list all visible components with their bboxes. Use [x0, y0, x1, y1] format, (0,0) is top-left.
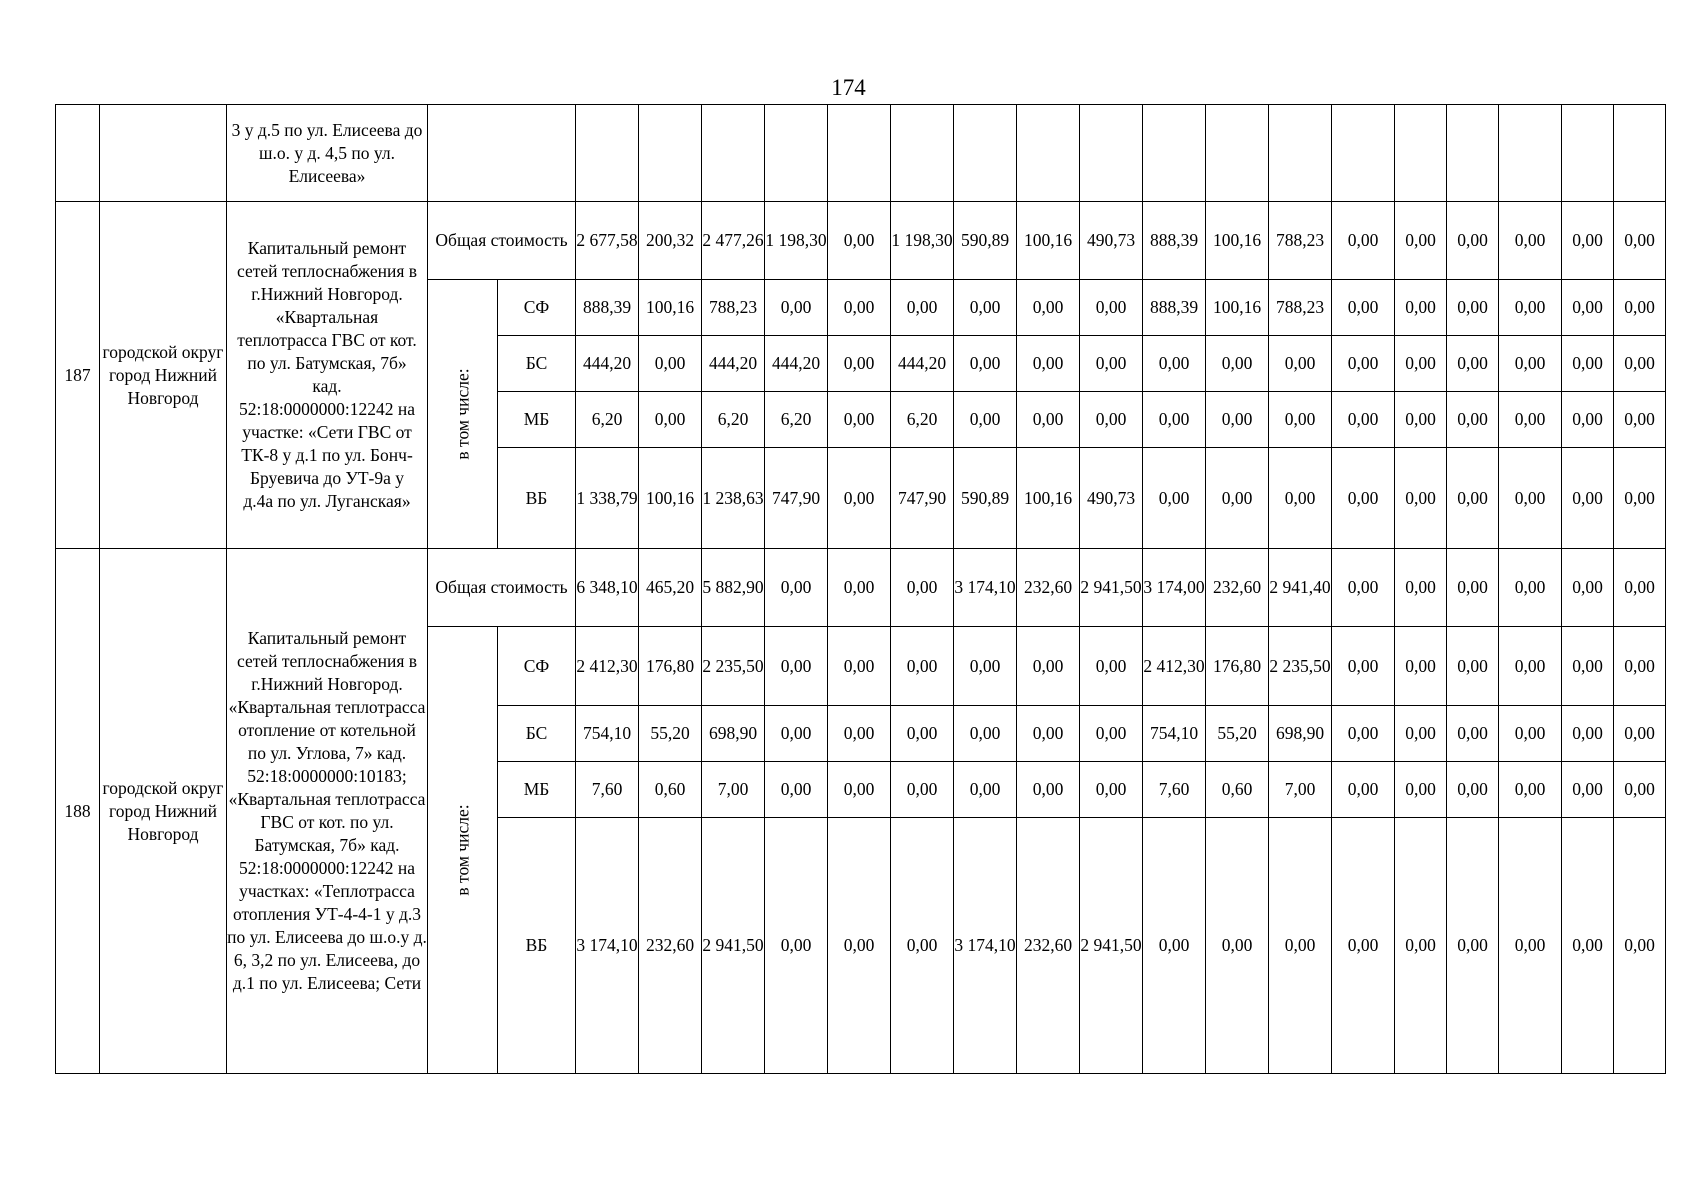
value-cell: 698,90: [702, 706, 765, 762]
value-cell: 0,00: [891, 706, 954, 762]
value-cell: 788,23: [1269, 202, 1332, 280]
value-cell: [954, 105, 1017, 202]
value-cell: 100,16: [1206, 280, 1269, 336]
value-cell: 0,00: [1395, 706, 1447, 762]
value-cell: 747,90: [765, 448, 828, 549]
value-cell: 0,00: [1395, 448, 1447, 549]
value-cell: 2 941,50: [702, 818, 765, 1074]
value-cell: [1017, 105, 1080, 202]
value-cell: 0,00: [1395, 392, 1447, 448]
value-cell: 0,00: [1614, 627, 1666, 706]
value-cell: 0,00: [1332, 549, 1395, 627]
value-cell: 0,00: [1080, 280, 1143, 336]
value-cell: 0,00: [765, 549, 828, 627]
value-cell: 754,10: [576, 706, 639, 762]
value-cell: 0,00: [954, 336, 1017, 392]
value-cell: 0,00: [1447, 280, 1499, 336]
row-number-cell: 188: [56, 549, 100, 1074]
value-cell: 0,00: [1143, 448, 1206, 549]
value-cell: 0,00: [1499, 818, 1562, 1074]
table-row: [56, 549, 1666, 627]
value-cell: 0,00: [1562, 280, 1614, 336]
value-cell: 0,00: [828, 202, 891, 280]
value-cell: 6,20: [576, 392, 639, 448]
value-cell: 2 235,50: [1269, 627, 1332, 706]
value-cell: 888,39: [576, 280, 639, 336]
value-cell: [702, 105, 765, 202]
value-cell: 0,00: [765, 818, 828, 1074]
description-cell: Капитальный ремонт сетей теплоснабжения в г.Нижний Новгород. «Квартальная теплотрасса ГВС от кот. по ул. Батумская, 7б» кад. 52:18:0000000:12242 на участке: «Сети ГВС от ТК-8 у д.1 по ул. Бонч-Бруевича до УТ-9а у д.4а по ул. Луганская»: [227, 202, 428, 549]
value-cell: 0,00: [828, 336, 891, 392]
value-cell: 0,00: [639, 392, 702, 448]
value-cell: 0,00: [1332, 392, 1395, 448]
value-cell: 0,00: [891, 280, 954, 336]
value-cell: 232,60: [639, 818, 702, 1074]
value-cell: 0,00: [954, 627, 1017, 706]
value-cell: 3 174,10: [954, 549, 1017, 627]
value-cell: 3 174,10: [954, 818, 1017, 1074]
table-row: [56, 105, 1666, 202]
value-cell: 0,00: [1614, 202, 1666, 280]
value-cell: 0,00: [1395, 549, 1447, 627]
value-cell: 0,00: [1447, 627, 1499, 706]
value-cell: 0,00: [1017, 392, 1080, 448]
value-cell: 0,00: [1395, 627, 1447, 706]
value-cell: 0,00: [1395, 280, 1447, 336]
value-cell: 0,00: [1269, 448, 1332, 549]
value-cell: 0,00: [1395, 762, 1447, 818]
value-cell: 0,00: [1614, 392, 1666, 448]
value-cell: 5 882,90: [702, 549, 765, 627]
value-cell: 2 412,30: [1143, 627, 1206, 706]
value-cell: 590,89: [954, 202, 1017, 280]
municipality-cell: городской округ город Нижний Новгород: [100, 549, 227, 1074]
value-cell: 0,00: [1332, 336, 1395, 392]
value-cell: 3 174,00: [1143, 549, 1206, 627]
value-cell: 0,00: [1447, 818, 1499, 1074]
value-cell: 0,00: [828, 706, 891, 762]
funding-source-label: БС: [498, 336, 576, 392]
value-cell: 7,60: [576, 762, 639, 818]
value-cell: 0,00: [1499, 448, 1562, 549]
value-cell: 0,00: [1206, 818, 1269, 1074]
value-cell: 0,00: [765, 762, 828, 818]
value-cell: 2 941,50: [1080, 818, 1143, 1074]
value-cell: 0,00: [1447, 336, 1499, 392]
value-cell: 0,00: [1447, 549, 1499, 627]
value-cell: 0,00: [1080, 627, 1143, 706]
value-cell: [1395, 105, 1447, 202]
value-cell: 0,00: [1499, 762, 1562, 818]
value-cell: 465,20: [639, 549, 702, 627]
value-cell: 0,00: [891, 549, 954, 627]
value-cell: 0,00: [1499, 392, 1562, 448]
value-cell: 0,00: [828, 280, 891, 336]
value-cell: 0,00: [1614, 762, 1666, 818]
description-cell: Капитальный ремонт сетей теплоснабжения в г.Нижний Новгород. «Квартальная теплотрасса отопление от котельной по ул. Углова, 7» кад. 52:18:0000000:10183; «Квартальная теплотрасса ГВС от кот. по ул. Батумская, 7б» кад. 52:18:0000000:12242 на участках: «Теплотрасса отопления УТ-4-4-1 у д.3 по ул. Елисеева до ш.о.у д. 6, 3,2 по ул. Елисеева, до д.1 по ул. Елисеева; Сети: [227, 549, 428, 1074]
value-cell: 0,00: [1562, 202, 1614, 280]
value-cell: [1080, 105, 1143, 202]
value-cell: 0,00: [1395, 336, 1447, 392]
including-label-cell: [428, 627, 498, 1074]
value-cell: [1562, 105, 1614, 202]
value-cell: 1 198,30: [891, 202, 954, 280]
value-cell: 0,00: [1269, 336, 1332, 392]
value-cell: 0,00: [1080, 336, 1143, 392]
label-cell: [428, 105, 576, 202]
municipality-cell: городской округ город Нижний Новгород: [100, 202, 227, 549]
value-cell: 0,00: [1332, 818, 1395, 1074]
value-cell: [1447, 105, 1499, 202]
total-cost-label: Общая стоимость: [428, 549, 576, 627]
description-cell: 3 у д.5 по ул. Елисеева до ш.о. у д. 4,5 по ул. Елисеева»: [227, 105, 428, 202]
value-cell: [891, 105, 954, 202]
value-cell: 0,00: [1562, 336, 1614, 392]
value-cell: 490,73: [1080, 448, 1143, 549]
value-cell: 0,00: [1143, 336, 1206, 392]
value-cell: 176,80: [639, 627, 702, 706]
value-cell: 0,00: [1206, 392, 1269, 448]
value-cell: 0,00: [1447, 448, 1499, 549]
value-cell: 444,20: [576, 336, 639, 392]
value-cell: 0,00: [954, 706, 1017, 762]
value-cell: 100,16: [1017, 202, 1080, 280]
value-cell: 0,00: [1562, 549, 1614, 627]
value-cell: 100,16: [639, 448, 702, 549]
value-cell: 2 412,30: [576, 627, 639, 706]
value-cell: [576, 105, 639, 202]
value-cell: 0,00: [1562, 706, 1614, 762]
value-cell: 2 477,26: [702, 202, 765, 280]
value-cell: 0,00: [1614, 336, 1666, 392]
value-cell: 1 338,79: [576, 448, 639, 549]
value-cell: 444,20: [702, 336, 765, 392]
value-cell: 2 677,58: [576, 202, 639, 280]
value-cell: 1 238,63: [702, 448, 765, 549]
table-row: [56, 202, 1666, 280]
funding-source-label: МБ: [498, 392, 576, 448]
value-cell: 0,00: [828, 627, 891, 706]
value-cell: 0,00: [1017, 627, 1080, 706]
value-cell: 0,00: [828, 818, 891, 1074]
value-cell: 0,00: [1614, 448, 1666, 549]
value-cell: 0,00: [1499, 549, 1562, 627]
value-cell: [1332, 105, 1395, 202]
value-cell: 3 174,10: [576, 818, 639, 1074]
value-cell: 0,00: [891, 818, 954, 1074]
value-cell: 0,00: [765, 627, 828, 706]
value-cell: 0,00: [828, 392, 891, 448]
value-cell: 747,90: [891, 448, 954, 549]
value-cell: 0,00: [1447, 706, 1499, 762]
value-cell: 698,90: [1269, 706, 1332, 762]
value-cell: 0,00: [1017, 762, 1080, 818]
value-cell: 0,00: [954, 392, 1017, 448]
value-cell: 55,20: [1206, 706, 1269, 762]
value-cell: 2 235,50: [702, 627, 765, 706]
including-label-cell: [428, 280, 498, 549]
value-cell: 0,00: [1562, 448, 1614, 549]
funding-source-label: ВБ: [498, 818, 576, 1074]
value-cell: [639, 105, 702, 202]
page-number: 174: [831, 75, 866, 100]
value-cell: 888,39: [1143, 202, 1206, 280]
value-cell: 232,60: [1017, 818, 1080, 1074]
value-cell: 490,73: [1080, 202, 1143, 280]
value-cell: 0,00: [1080, 762, 1143, 818]
value-cell: 0,00: [1447, 392, 1499, 448]
value-cell: 590,89: [954, 448, 1017, 549]
value-cell: 100,16: [639, 280, 702, 336]
value-cell: 0,00: [1017, 280, 1080, 336]
value-cell: 0,00: [1332, 762, 1395, 818]
value-cell: 0,60: [639, 762, 702, 818]
value-cell: 0,00: [1017, 706, 1080, 762]
value-cell: 6,20: [765, 392, 828, 448]
total-cost-label: Общая стоимость: [428, 202, 576, 280]
value-cell: 0,00: [1206, 448, 1269, 549]
value-cell: 55,20: [639, 706, 702, 762]
row-number-cell: 187: [56, 202, 100, 549]
value-cell: 0,00: [1499, 280, 1562, 336]
value-cell: 754,10: [1143, 706, 1206, 762]
value-cell: 0,00: [1562, 392, 1614, 448]
value-cell: 0,00: [1332, 448, 1395, 549]
value-cell: 0,00: [1499, 202, 1562, 280]
value-cell: 0,00: [1614, 549, 1666, 627]
value-cell: 232,60: [1017, 549, 1080, 627]
value-cell: [1269, 105, 1332, 202]
value-cell: 0,00: [1447, 202, 1499, 280]
value-cell: 2 941,40: [1269, 549, 1332, 627]
value-cell: 0,00: [954, 762, 1017, 818]
value-cell: 0,00: [1017, 336, 1080, 392]
value-cell: [1206, 105, 1269, 202]
value-cell: 0,00: [1332, 627, 1395, 706]
value-cell: 6 348,10: [576, 549, 639, 627]
value-cell: 0,00: [1395, 818, 1447, 1074]
municipality-cell: [100, 105, 227, 202]
value-cell: 444,20: [891, 336, 954, 392]
value-cell: 0,00: [1499, 627, 1562, 706]
value-cell: 100,16: [1017, 448, 1080, 549]
value-cell: 7,00: [1269, 762, 1332, 818]
value-cell: 1 198,30: [765, 202, 828, 280]
value-cell: [1499, 105, 1562, 202]
funding-source-label: БС: [498, 706, 576, 762]
value-cell: 0,00: [954, 280, 1017, 336]
value-cell: 788,23: [1269, 280, 1332, 336]
value-cell: 0,00: [891, 627, 954, 706]
value-cell: [1614, 105, 1666, 202]
value-cell: 0,00: [1269, 818, 1332, 1074]
value-cell: 0,00: [828, 762, 891, 818]
funding-source-label: СФ: [498, 627, 576, 706]
value-cell: 6,20: [702, 392, 765, 448]
value-cell: 0,00: [1562, 818, 1614, 1074]
including-label: в том числе:: [452, 804, 472, 896]
value-cell: [1143, 105, 1206, 202]
value-cell: 0,00: [1499, 336, 1562, 392]
value-cell: 0,00: [1143, 818, 1206, 1074]
funding-source-label: СФ: [498, 280, 576, 336]
value-cell: 7,60: [1143, 762, 1206, 818]
value-cell: 0,00: [1332, 202, 1395, 280]
value-cell: 0,00: [639, 336, 702, 392]
value-cell: [765, 105, 828, 202]
value-cell: 0,00: [828, 549, 891, 627]
value-cell: 0,00: [765, 706, 828, 762]
value-cell: 0,00: [891, 762, 954, 818]
value-cell: 6,20: [891, 392, 954, 448]
value-cell: 0,00: [765, 280, 828, 336]
value-cell: 0,00: [1395, 202, 1447, 280]
value-cell: 100,16: [1206, 202, 1269, 280]
budget-table: [55, 104, 1666, 1074]
value-cell: 444,20: [765, 336, 828, 392]
value-cell: 0,60: [1206, 762, 1269, 818]
value-cell: 0,00: [1332, 706, 1395, 762]
value-cell: 0,00: [1447, 762, 1499, 818]
funding-source-label: ВБ: [498, 448, 576, 549]
value-cell: 0,00: [1269, 392, 1332, 448]
value-cell: 176,80: [1206, 627, 1269, 706]
value-cell: 0,00: [1562, 627, 1614, 706]
value-cell: 0,00: [1206, 336, 1269, 392]
value-cell: 0,00: [1614, 280, 1666, 336]
value-cell: 200,32: [639, 202, 702, 280]
value-cell: 0,00: [1080, 392, 1143, 448]
including-label: в том числе:: [452, 368, 472, 460]
value-cell: 0,00: [1332, 280, 1395, 336]
value-cell: 232,60: [1206, 549, 1269, 627]
value-cell: 0,00: [1562, 762, 1614, 818]
value-cell: 0,00: [1499, 706, 1562, 762]
funding-source-label: МБ: [498, 762, 576, 818]
row-number-cell: [56, 105, 100, 202]
value-cell: 0,00: [1614, 706, 1666, 762]
value-cell: 7,00: [702, 762, 765, 818]
value-cell: 0,00: [1080, 706, 1143, 762]
value-cell: 0,00: [1143, 392, 1206, 448]
value-cell: 2 941,50: [1080, 549, 1143, 627]
value-cell: [828, 105, 891, 202]
value-cell: 0,00: [1614, 818, 1666, 1074]
value-cell: 788,23: [702, 280, 765, 336]
value-cell: 888,39: [1143, 280, 1206, 336]
value-cell: 0,00: [828, 448, 891, 549]
